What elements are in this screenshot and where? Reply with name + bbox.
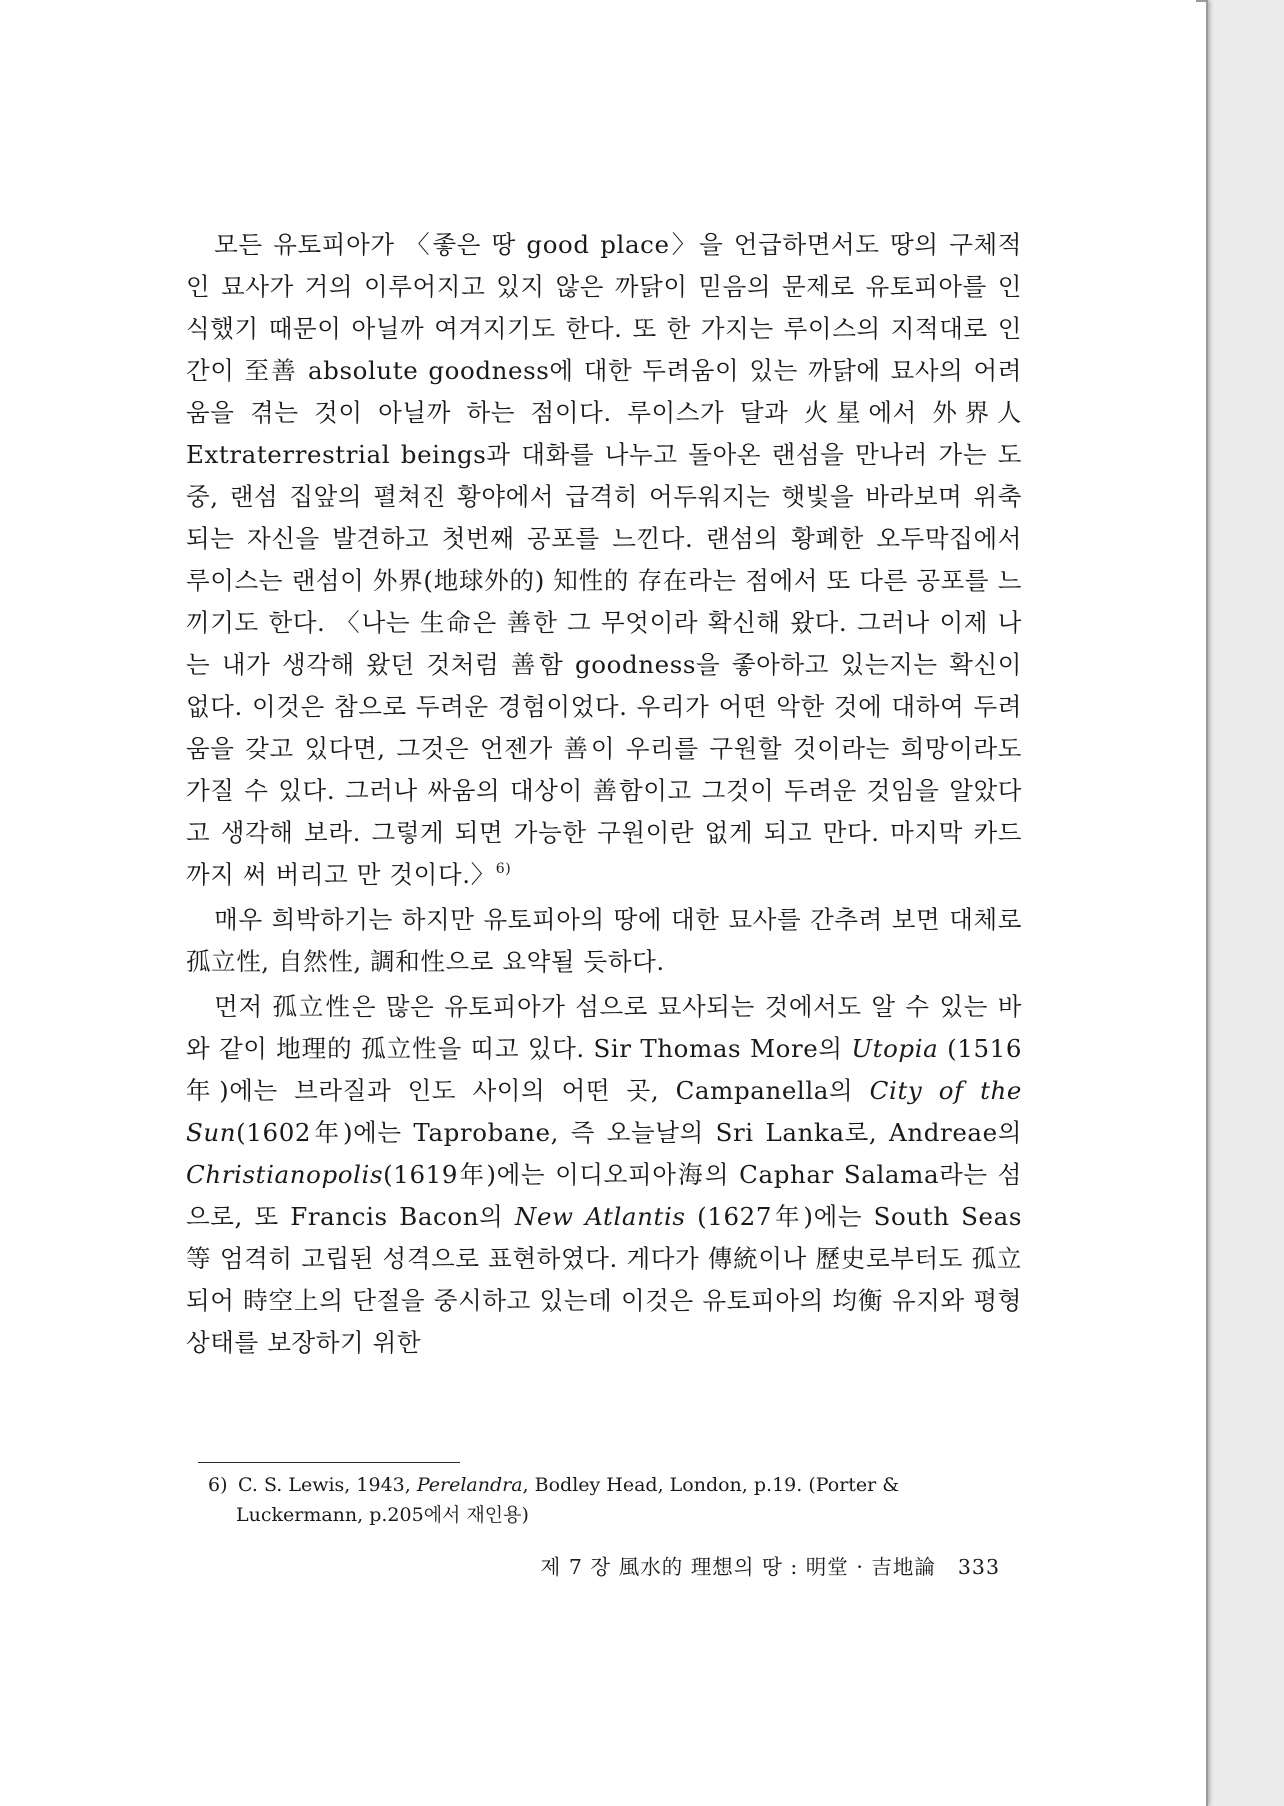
- body-text: [186, 224, 1022, 1364]
- page-number: 333: [957, 1555, 1000, 1579]
- title-new-atlantis: New Atlantis: [514, 1202, 686, 1231]
- paragraph-3: 먼저 孤立性은 많은 유토피아가 섬으로 묘사되는 것에서도 알 수 있는 바와 같이 地理的 孤立性을 띠고 있다. Sir Thomas More의 Utopia (1516年)에는 브라질과 인도 사이의 어떤 곳, Campanella의 City of the Sun(1602年)에는 Taprobane, 즉 오늘날의 Sri Lanka로, Andreae의 Christianopolis(1619年)에는 이디오피아海의 Caphar Salama라는 섬으로, 또 Francis Bacon의 New Atlantis (1627年)에는 South Seas 等 엄격히 고립된 성격으로 표현하였다. 게다가 傳統이나 歷史로부터도 孤立되어 時空上의 단절을 중시하고 있는데 이것은 유토피아의 均衡 유지와 평형상태를 보장하기 위한: [186, 992, 1023, 1357]
- running-footer: [470, 1550, 1000, 1580]
- title-perelandra: Perelandra: [416, 1474, 523, 1496]
- title-christianopolis: Christianopolis: [186, 1160, 384, 1189]
- paragraph-2: 매우 희박하기는 하지만 유토피아의 땅에 대한 묘사를 간추려 보면 대체로 孤立性, 自然性, 調和性으로 요약될 듯하다.: [186, 905, 1022, 976]
- page-corner: [1196, 0, 1208, 14]
- footnote: 6) C. S. Lewis, 1943, Perelandra, Bodley Head, London, p.19. (Porter & Luckermann, p.205에서 재인용): [208, 1470, 1020, 1530]
- title-utopia: Utopia: [851, 1034, 939, 1063]
- footnote-divider: [198, 1462, 460, 1463]
- paragraph-1: [186, 224, 1022, 896]
- chapter-title: 제 7 장 風水的 理想의 땅 : 明堂 · 吉地論: [540, 1555, 936, 1579]
- footnote-reference: 6): [495, 861, 512, 877]
- title-city-of-the-sun: City of the Sun: [186, 1076, 1023, 1147]
- paragraph-1-text: 모든 유토피아가 〈좋은 땅 good place〉을 언급하면서도 땅의 구체적인 묘사가 거의 이루어지고 있지 않은 까닭이 믿음의 문제로 유토피아를 인식했기 때문이 아닐까 여겨지기도 한다. 또 한 가지는 루이스의 지적대로 인간이 至善 absolute goodness에 대한 두려움이 있는 까닭에 묘사의 어려움을 겪는 것이 아닐까 하는 점이다. 루이스가 달과 火星에서 外界人 Extraterrestrial beings과 대화를 나누고 돌아온 랜섬을 만나러 가는 도중, 랜섬 집앞의 펼쳐진 황야에서 급격히 어두워지는 햇빛을 바라보며 위축되는 자신을 발견하고 첫번째 공포를 느낀다. 랜섬의 황폐한 오두막집에서 루이스는 랜섬이 外界(地球外的) 知性的 存在라는 점에서 또 다른 공포를 느끼기도 한다. 〈나는 生命은 善한 그 무엇이라 확신해 왔다. 그러나 이제 나는 내가 생각해 왔던 것처럼 善함 goodness을 좋아하고 있는지는 확신이 없다. 이것은 참으로 두려운 경험이었다. 우리가 어떤 악한 것에 대하여 두려움을 갖고 있다면, 그것은 언젠가 善이 우리를 구원할 것이라는 희망이라도 가질 수 있다. 그러나 싸움의 대상이 善함이고 그것이 두려운 것임을 알았다고 생각해 보라. 그렇게 되면 가능한 구원이란 없게 되고 만다. 마지막 카드까지 써 버리고 만 것이다.〉: [186, 230, 1022, 889]
- footnote-number: 6): [208, 1474, 228, 1496]
- footnote-line-2: Luckermann, p.205에서 재인용): [236, 1504, 529, 1526]
